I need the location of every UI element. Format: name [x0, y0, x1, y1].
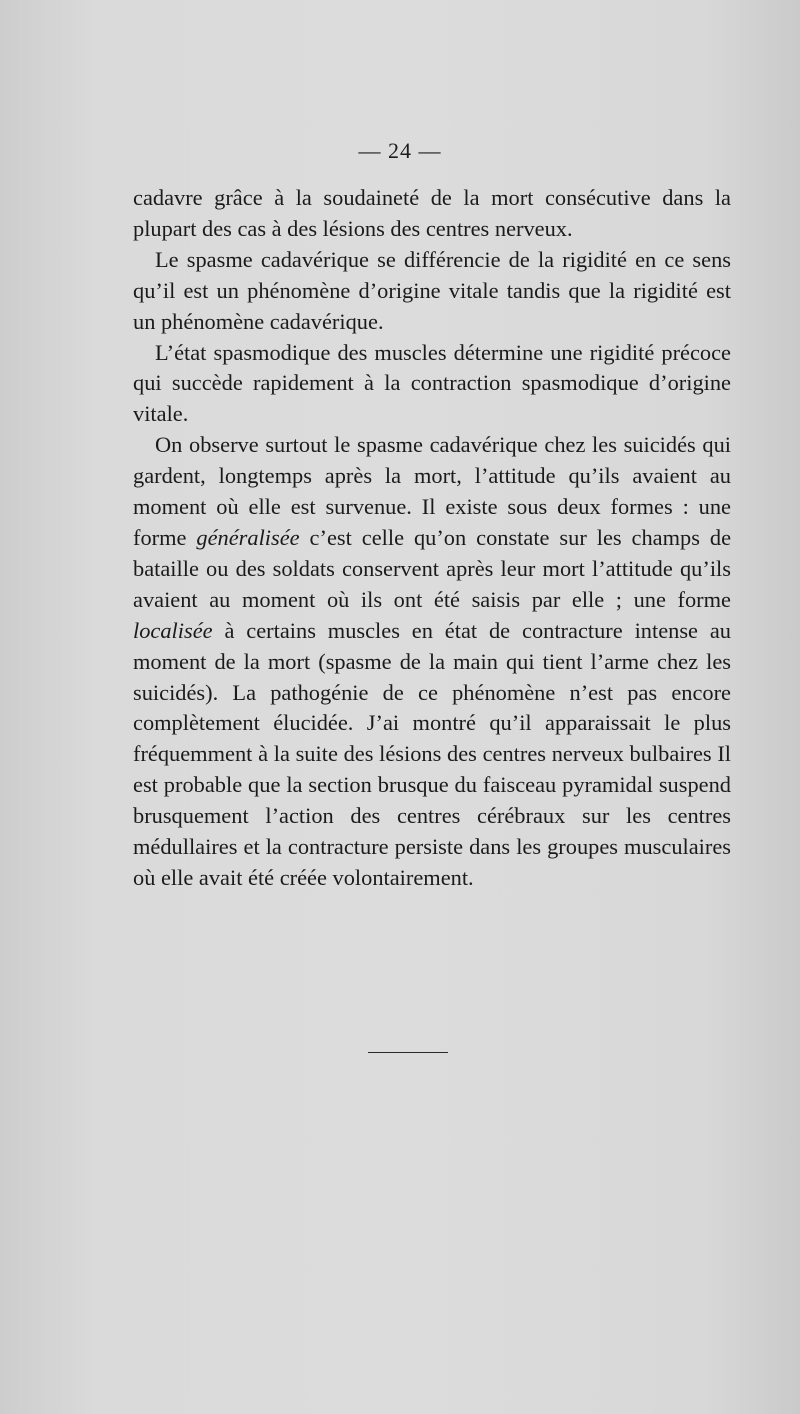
page-number: — 24 — [358, 138, 442, 163]
body-text [133, 183, 731, 894]
paragraph-2-text: Le spasme cadavérique se différencie de la rigidité en ce sens qu’il est un phénomène d’origine vitale tandis que la rigidité est un phénomène cadavérique. [133, 246, 731, 334]
italic-term-generalisee: généralisée [196, 524, 300, 550]
paragraph-4-run-3: c’est celle qu’on constate sur les champs de bataille ou des soldats conservent après leur mort l’attitude qu’ils avaient au moment où ils ont été saisis par elle ; une forme [133, 524, 732, 612]
paragraph-2 [133, 245, 731, 338]
paragraph-1-text: cadavre grâce à la soudaineté de la mort consécutive dans la plupart des cas à des lésions des centres nerveux. [133, 185, 731, 241]
italic-term-localisee: localisée [133, 617, 213, 643]
paragraph-4 [133, 430, 731, 894]
section-end-rule [368, 1052, 448, 1053]
paragraph-1 [133, 183, 731, 245]
paragraph-4-run-1: On observe surtout le spasme cadavérique chez les suicidés qui gardent, longtemps après la mort, l’attitude qu’ils avaient au moment où elle est survenue. Il existe sous deux formes : une forme [133, 432, 731, 550]
paragraph-3 [133, 338, 731, 431]
paragraph-3-text: L’état spasmodique des muscles détermine une rigidité précoce qui succède rapidement à la contraction spasmodique d’origine vitale. [133, 339, 731, 427]
paragraph-4-run-5: à certains muscles en état de contracture intense au moment de la mort (spasme de la main qui tient l’arme chez les suicidés). La pathogénie de ce phénomène n’est pas encore complètement élucidée. J’ai montré qu’il apparaissait le plus fréquemment à la suite des lésions des centres nerveux bulbaires Il est probable que la section brusque du faisceau pyramidal suspend brusquement l’action des centres cérébraux sur les centres médullaires et la contracture persiste dans les groupes musculaires où elle avait été créée volontairement. [133, 617, 731, 890]
